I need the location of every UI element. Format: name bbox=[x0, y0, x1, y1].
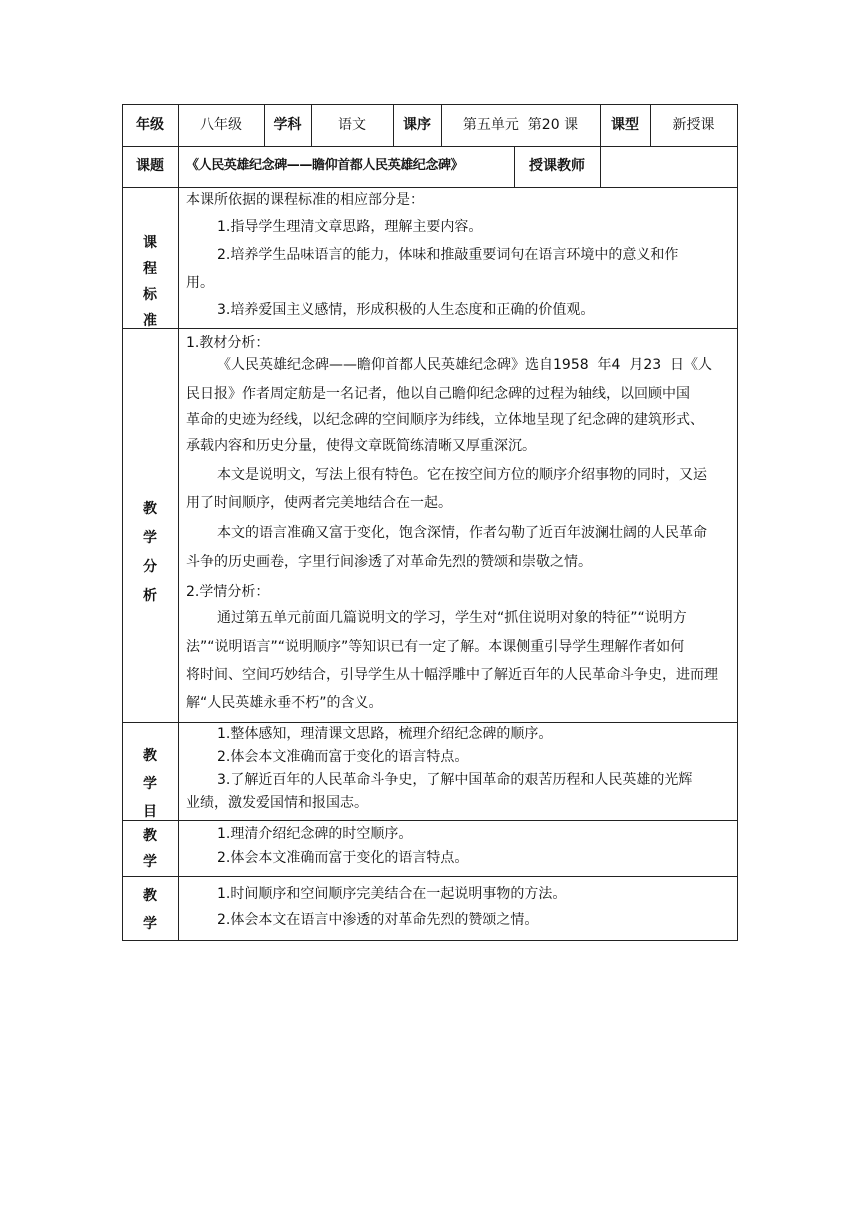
analysis-label-char: 析 bbox=[143, 588, 157, 604]
grade-label: 年级 bbox=[136, 117, 164, 133]
analysis-label-char: 分 bbox=[143, 559, 157, 575]
objectives-label-char: 教 bbox=[143, 748, 157, 764]
key-points-label-char: 学 bbox=[143, 854, 157, 870]
difficulty-item: 1.时间顺序和空间顺序完美结合在一起说明事物的方法。 bbox=[217, 886, 567, 902]
analysis-heading-students: 2.学情分析： bbox=[186, 584, 270, 600]
difficulties-label-char: 学 bbox=[143, 916, 157, 932]
standards-item: 1.指导学生理清文章思路，理解主要内容。 bbox=[217, 219, 483, 235]
difficulties-label bbox=[122, 882, 178, 938]
analysis-paragraph-line: 革命的史迹为经线，以纪念碑的空间顺序为纬线，立体地呈现了纪念碑的建筑形式、 bbox=[186, 412, 704, 428]
analysis-label bbox=[122, 495, 178, 611]
type-label: 课型 bbox=[611, 117, 639, 133]
teacher-label: 授课教师 bbox=[529, 158, 585, 174]
key-point-item: 1.理清介绍纪念碑的时空顺序。 bbox=[217, 826, 413, 842]
row-divider bbox=[122, 820, 738, 821]
analysis-paragraph-line: 斗争的历史画卷，字里行间渗透了对革命先烈的赞颂和崇敬之情。 bbox=[186, 554, 592, 570]
cell-divider bbox=[600, 146, 601, 187]
analysis-paragraph-line: 本文是说明文，写法上很有特色。它在按空间方位的顺序介绍事物的同时，又运 bbox=[217, 467, 707, 483]
analysis-paragraph-line: 《人民英雄纪念碑——瞻仰首都人民英雄纪念碑》选自1958 年4 月23 日《人 bbox=[217, 357, 713, 373]
standards-label-char: 课 bbox=[143, 235, 157, 251]
standards-item: 3.培养爱国主义感情，形成积极的人生态度和正确的价值观。 bbox=[217, 302, 595, 318]
analysis-paragraph-line: 承载内容和历史分量，使得文章既简练清晰又厚重深沉。 bbox=[186, 438, 536, 454]
key-points-label bbox=[122, 823, 178, 875]
label-column-divider bbox=[178, 104, 179, 941]
grade-value: 八年级 bbox=[200, 117, 242, 133]
analysis-paragraph-line: 本文的语言准确又富于变化，饱含深情，作者勾勒了近百年波澜壮阔的人民革命 bbox=[217, 525, 707, 541]
table-border-right bbox=[737, 104, 738, 941]
analysis-paragraph-line: 解“人民英雄永垂不朽”的含义。 bbox=[186, 695, 383, 711]
analysis-label-char: 教 bbox=[143, 501, 157, 517]
objectives-label bbox=[122, 742, 178, 820]
difficulties-label-char: 教 bbox=[143, 888, 157, 904]
type-value: 新授课 bbox=[672, 117, 715, 133]
analysis-paragraph-line: 用了时间顺序，使两者完美地结合在一起。 bbox=[186, 495, 452, 511]
subject-label: 学科 bbox=[273, 117, 302, 133]
standards-label-char: 程 bbox=[143, 261, 157, 277]
objectives-label-char: 学 bbox=[143, 776, 157, 792]
topic-label: 课题 bbox=[136, 158, 164, 174]
subject-value: 语文 bbox=[338, 117, 366, 133]
key-point-item: 2.体会本文准确而富于变化的语言特点。 bbox=[217, 850, 469, 866]
analysis-paragraph-line: 民日报》作者周定舫是一名记者，他以自己瞻仰纪念碑的过程为轴线，以回顾中国 bbox=[186, 386, 690, 402]
analysis-paragraph-line: 通过第五单元前面几篇说明文的学习，学生对“抓住说明对象的特征”“说明方 bbox=[217, 610, 687, 626]
standards-item: 用。 bbox=[186, 275, 214, 291]
lesson-label: 课序 bbox=[403, 117, 431, 133]
standards-label bbox=[122, 230, 178, 328]
analysis-paragraph-line: 法”“说明语言”“说明顺序”等知识已有一定了解。本课侧重引导学生理解作者如何 bbox=[186, 639, 685, 655]
row-divider bbox=[122, 876, 738, 877]
objective-item: 1.整体感知，理清课文思路，梳理介绍纪念碑的顺序。 bbox=[217, 726, 553, 742]
row-divider bbox=[122, 146, 738, 147]
row-divider bbox=[122, 328, 738, 329]
standards-item: 2.培养学生品味语言的能力，体味和推敲重要词句在语言环境中的意义和作 bbox=[217, 247, 679, 263]
key-points-label-char: 教 bbox=[143, 828, 157, 844]
standards-label-char: 标 bbox=[143, 287, 157, 303]
standards-intro: 本课所依据的课程标准的相应部分是： bbox=[186, 192, 424, 208]
difficulty-item: 2.体会本文在语言中渗透的对革命先烈的赞颂之情。 bbox=[217, 912, 539, 928]
table-border-top bbox=[122, 104, 738, 105]
standards-label-char: 准 bbox=[143, 313, 157, 328]
objective-item: 2.体会本文准确而富于变化的语言特点。 bbox=[217, 749, 469, 765]
lesson-value: 第五单元 第20 课 bbox=[462, 117, 579, 133]
analysis-label-char: 学 bbox=[143, 530, 157, 546]
analysis-heading-material: 1.教材分析： bbox=[186, 335, 270, 351]
objective-item: 3.了解近百年的人民革命斗争史，了解中国革命的艰苦历程和人民英雄的光辉 bbox=[217, 772, 693, 788]
table-border-bottom bbox=[122, 940, 738, 941]
topic-value: 《人民英雄纪念碑——瞻仰首都人民英雄纪念碑》 bbox=[186, 158, 464, 173]
objective-item: 业绩，激发爱国情和报国志。 bbox=[186, 795, 368, 811]
objectives-label-char: 目 bbox=[143, 804, 157, 820]
analysis-paragraph-line: 将时间、空间巧妙结合，引导学生从十幅浮雕中了解近百年的人民革命斗争史，进而理 bbox=[186, 667, 718, 683]
